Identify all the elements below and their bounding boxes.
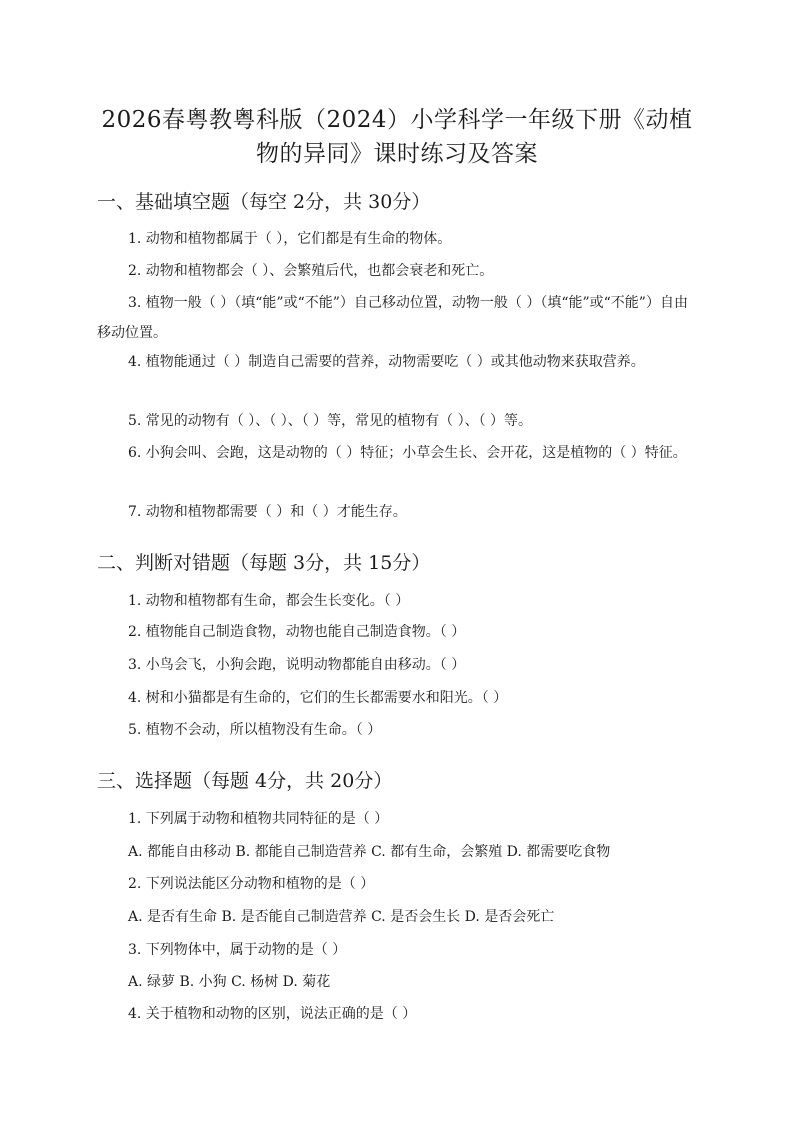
title-line-2: 物的异同》课时练习及答案: [256, 141, 538, 167]
question-item: 1. 下列属于动物和植物共同特征的是（ ）: [128, 811, 389, 827]
question-item: 5. 植物不会动，所以植物没有生命。（ ）: [128, 722, 382, 738]
question-item: 5. 常见的动物有（ ）、（ ）、（ ）等，常见的植物有（ ）、（ ）等。: [128, 413, 533, 429]
answer-options: A. 都能自由移动 B. 都能自己制造营养 C. 都有生命，会繁殖 D. 都需要吃食物: [128, 844, 611, 860]
question-item: 1. 动物和植物都有生命，都会生长变化。（ ）: [128, 593, 410, 609]
answer-options: A. 绿萝 B. 小狗 C. 杨树 D. 菊花: [128, 974, 331, 990]
question-item: 7. 动物和植物都需要（ ）和（ ）才能生存。: [128, 504, 407, 520]
question-item: 4. 植物能通过（ ）制造自己需要的营养，动物需要吃（ ）或其他动物来获取营养。: [128, 354, 645, 370]
question-item: 6. 小狗会叫、会跑，这是动物的（ ）特征；小草会生长、会开花，这是植物的（ ）特征。: [128, 445, 687, 461]
question-item: 2. 动物和植物都会（ ）、会繁殖后代，也都会衰老和死亡。: [128, 263, 494, 279]
section-heading-true-false: 二、判断对错题（每题 3分，共 15分）: [97, 552, 431, 574]
question-item: 4. 关于植物和动物的区别，说法正确的是（ ）: [128, 1006, 417, 1022]
question-item: 3. 小鸟会飞，小狗会跑，说明动物都能自由移动。（ ）: [128, 657, 466, 673]
question-item: 4. 树和小猫都是有生命的，它们的生长都需要水和阳光。（ ）: [128, 690, 508, 706]
answer-options: A. 是否有生命 B. 是否能自己制造营养 C. 是否会生长 D. 是否会死亡: [128, 909, 555, 925]
question-item: 3. 植物一般（ ）（填“能”或“不能”）自己移动位置，动物一般（ ）（填“能”或“不能”）自由移动位置。: [97, 295, 688, 341]
section-heading-multiple-choice: 三、选择题（每题 4分，共 20分）: [97, 770, 393, 792]
question-item: 2. 植物能自己制造食物，动物也能自己制造食物。（ ）: [128, 624, 466, 640]
document-title: [60, 103, 734, 171]
question-item: 3. 下列物体中，属于动物的是（ ）: [128, 942, 347, 958]
title-line-1: 2026春粤教粤科版（2024）小学科学一年级下册《动植: [101, 107, 693, 133]
question-item: 1. 动物和植物都属于（ ），它们都是有生命的物体。: [128, 231, 452, 247]
question-item: 2. 下列说法能区分动物和植物的是（ ）: [128, 876, 375, 892]
section-heading-fill-in: 一、基础填空题（每空 2分，共 30分）: [97, 191, 431, 213]
